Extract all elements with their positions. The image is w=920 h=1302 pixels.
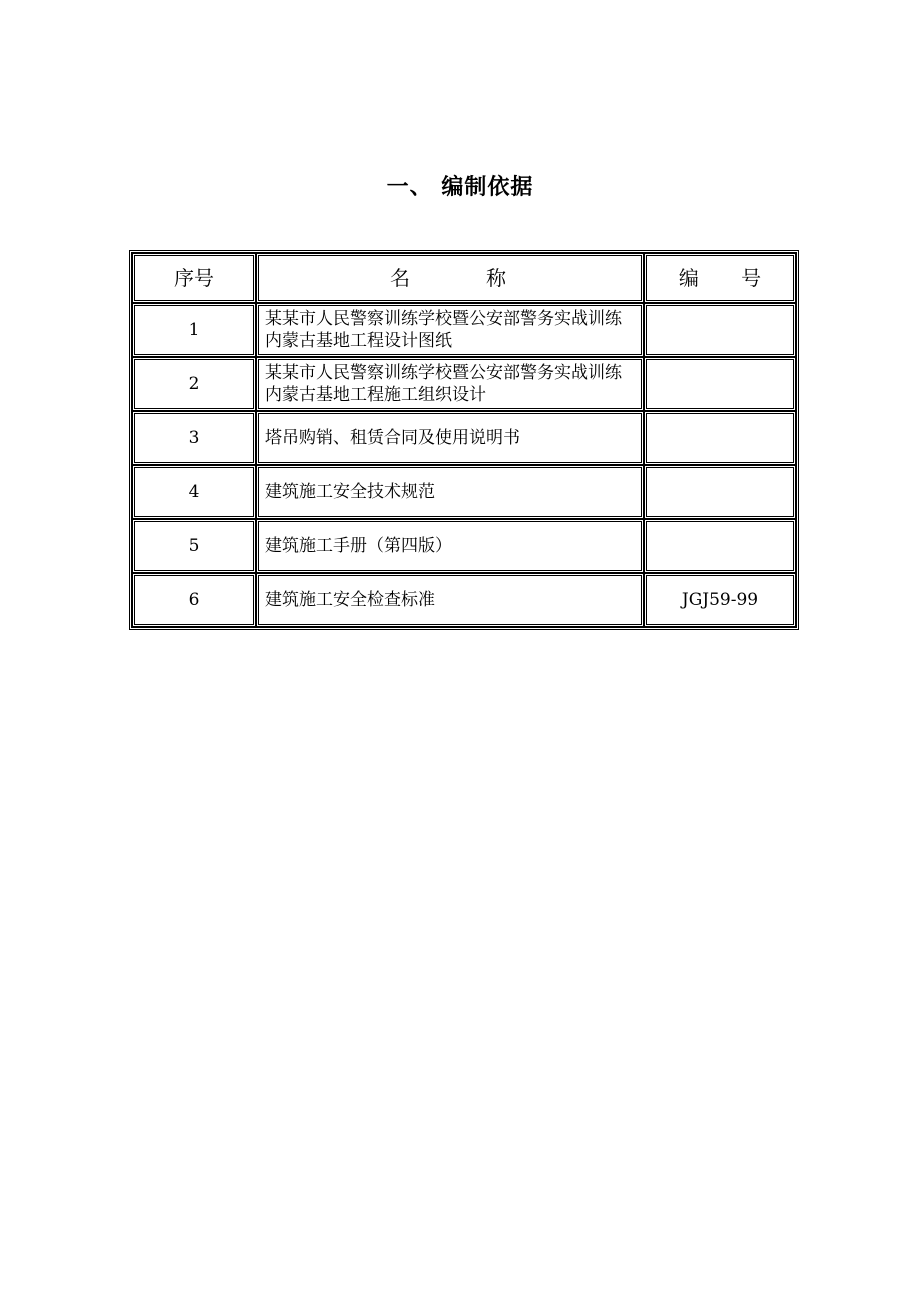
row-code bbox=[644, 465, 796, 519]
row-code: JGJ59-99 bbox=[644, 573, 796, 627]
table-row bbox=[132, 573, 796, 627]
table-row bbox=[132, 465, 796, 519]
table-header-row bbox=[132, 253, 796, 303]
table-row bbox=[132, 519, 796, 573]
row-seq: 1 bbox=[132, 303, 256, 357]
header-seq: 序号 bbox=[132, 253, 256, 303]
row-name: 塔吊购销、租赁合同及使用说明书 bbox=[256, 411, 644, 465]
row-code bbox=[644, 357, 796, 411]
row-name: 建筑施工安全技术规范 bbox=[256, 465, 644, 519]
row-seq: 6 bbox=[132, 573, 256, 627]
table-row bbox=[132, 303, 796, 357]
table-row bbox=[132, 357, 796, 411]
table-row bbox=[132, 411, 796, 465]
basis-table-container bbox=[129, 250, 799, 630]
page-title: 一、 编制依据 bbox=[386, 175, 534, 200]
header-code: 编 号 bbox=[644, 253, 796, 303]
row-name: 某某市人民警察训练学校暨公安部警务实战训练内蒙古基地工程设计图纸 bbox=[256, 303, 644, 357]
row-name: 某某市人民警察训练学校暨公安部警务实战训练内蒙古基地工程施工组织设计 bbox=[256, 357, 644, 411]
row-code bbox=[644, 411, 796, 465]
row-name: 建筑施工手册（第四版） bbox=[256, 519, 644, 573]
row-name: 建筑施工安全检查标准 bbox=[256, 573, 644, 627]
row-code bbox=[644, 303, 796, 357]
row-seq: 3 bbox=[132, 411, 256, 465]
header-name: 名 称 bbox=[256, 253, 644, 303]
row-seq: 2 bbox=[132, 357, 256, 411]
row-seq: 4 bbox=[132, 465, 256, 519]
row-code bbox=[644, 519, 796, 573]
basis-table bbox=[129, 250, 799, 630]
row-seq: 5 bbox=[132, 519, 256, 573]
